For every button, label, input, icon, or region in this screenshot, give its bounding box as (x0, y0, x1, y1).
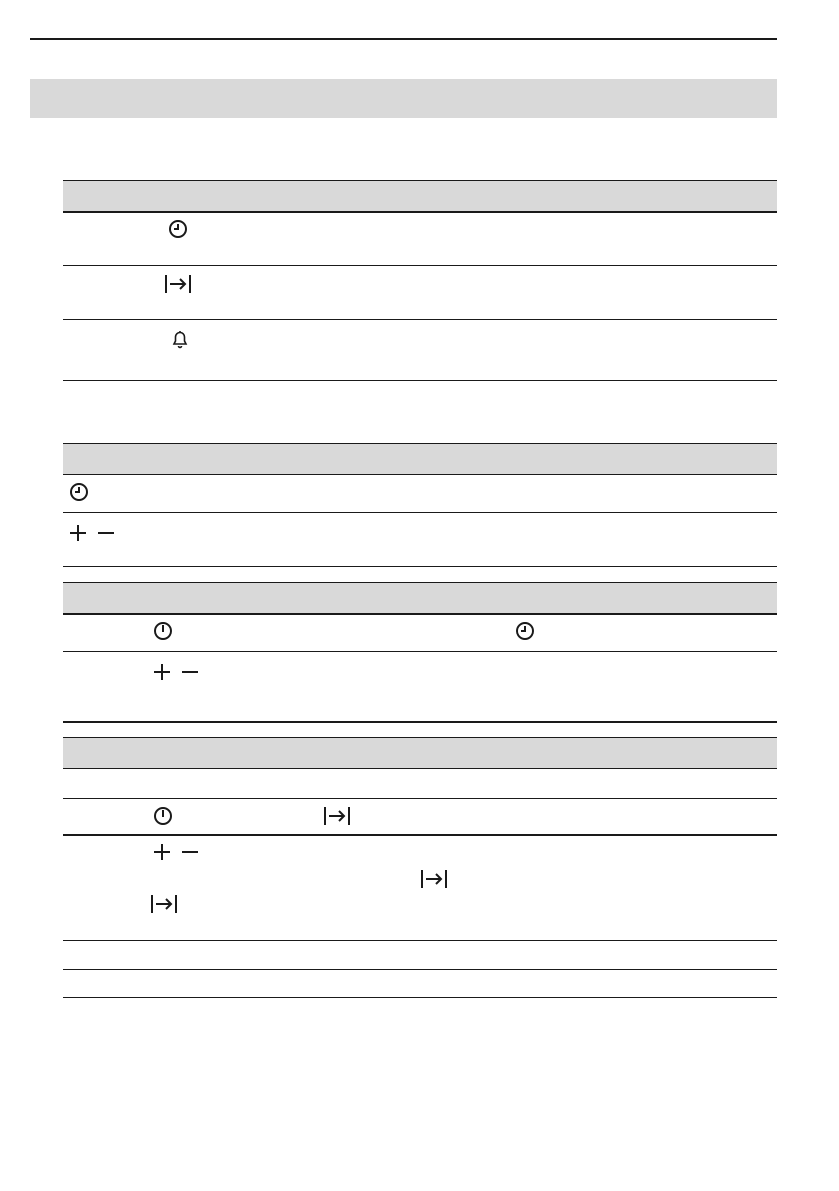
table-bottom-rule (63, 721, 777, 723)
row-divider (63, 319, 777, 320)
plus-minus-icon (151, 661, 201, 683)
table-bottom-rule (63, 380, 777, 381)
table-bottom-rule (63, 566, 777, 567)
table-1 (63, 180, 777, 382)
bell-icon (169, 328, 191, 350)
table-4 (63, 737, 777, 999)
power-icon (152, 805, 174, 827)
header-rule (63, 474, 777, 475)
duration-icon (419, 868, 449, 890)
row-divider (63, 834, 777, 836)
table-header (63, 443, 777, 474)
section-title-bar (30, 79, 777, 118)
header-rule (63, 211, 777, 213)
power-icon (152, 620, 174, 642)
table-3 (63, 582, 777, 724)
table-header (63, 180, 777, 212)
clock-icon (514, 620, 536, 642)
row-divider (63, 265, 777, 266)
plus-minus-icon (67, 522, 117, 544)
top-rule (30, 0, 777, 40)
duration-icon (322, 805, 352, 827)
clock-icon (167, 218, 189, 240)
row-divider (63, 940, 777, 941)
plus-minus-icon (151, 841, 201, 863)
header-rule (63, 613, 777, 615)
table-header (63, 737, 777, 768)
header-rule (63, 768, 777, 769)
row-divider (63, 512, 777, 513)
row-divider (63, 969, 777, 970)
duration-icon (163, 273, 193, 295)
table-header (63, 582, 777, 613)
clock-icon (68, 481, 90, 503)
table-2 (63, 443, 777, 569)
row-divider (63, 798, 777, 799)
table-bottom-rule (63, 997, 777, 998)
row-divider (63, 651, 777, 652)
duration-icon (149, 893, 179, 915)
